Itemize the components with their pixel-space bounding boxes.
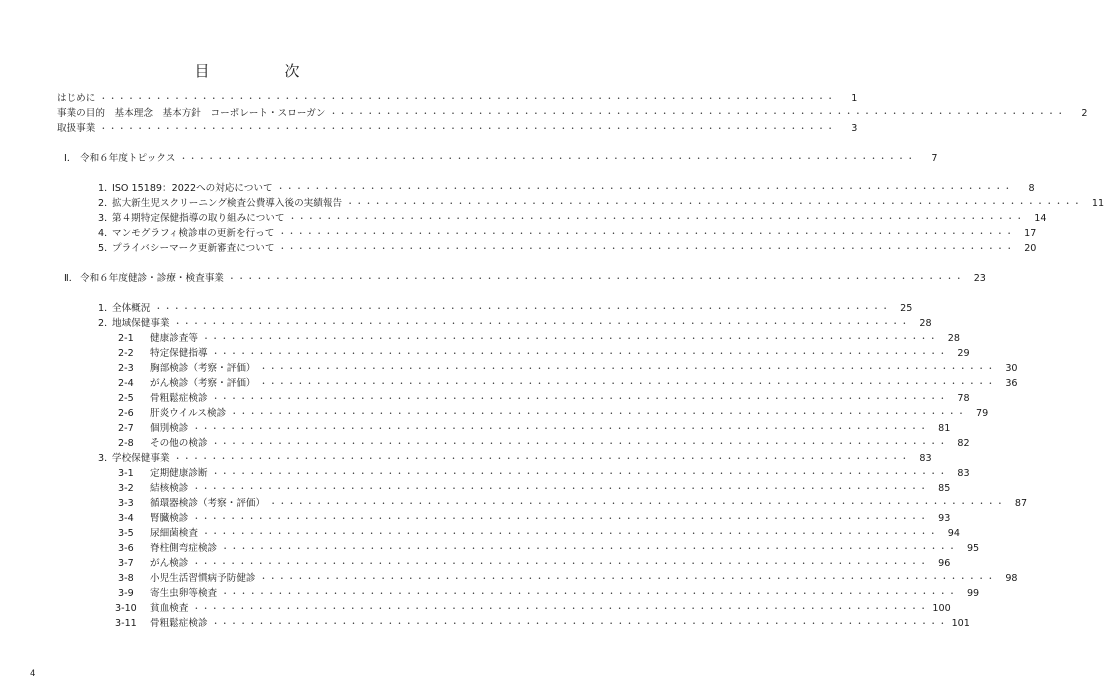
toc-entry-number: 1． [98,183,114,194]
toc-entry-number: 3-3 [118,498,134,509]
toc-entry-label: 寄生虫卵等検査 [150,588,218,599]
toc-entry-label: 骨粗鬆症検診 [150,618,208,629]
toc-entry-label: 令和６年度トピックス [80,153,176,164]
toc-entry-number: 2-5 [118,393,134,404]
toc-entry-page: 8 [1028,183,1035,194]
toc-entry-label: 貧血検査 [150,603,189,614]
toc-entry-number: 3-7 [118,558,134,569]
toc-entry-page: 95 [966,543,980,554]
toc-leader-dots: ・・・・・・・・・・・・・・・・・・・・・・・・・・・・・・・・・・・・・・・・・・・・・・・・・・・・・・・・・・・・・・・・・・・・・・・・・・・・・・・・ [278,229,1015,238]
toc-entry-page: 1 [851,93,858,104]
toc-entry-number: 2． [98,198,114,209]
toc-entry-number: 3-9 [118,588,134,599]
toc-leader-dots: ・・・・・・・・・・・・・・・・・・・・・・・・・・・・・・・・・・・・・・・・・・・・・・・・・・・・・・・・・・・・・・・・・・・・・・・・・・・・・・・・ [259,574,996,583]
toc-entry[interactable] [118,332,960,346]
toc-entry-page: 100 [932,603,951,614]
toc-leader-dots: ・・・・・・・・・・・・・・・・・・・・・・・・・・・・・・・・・・・・・・・・・・・・・・・・・・・・・・・・・・・・・・・・・・・・・・・・・・・・・・・・ [259,364,996,373]
toc-entry-number: 2． [98,318,114,329]
toc-entry-label: 腎臓検診 [150,513,189,524]
toc-entry[interactable] [118,422,951,436]
toc-leader-dots: ・・・・・・・・・・・・・・・・・・・・・・・・・・・・・・・・・・・・・・・・・・・・・・・・・・・・・・・・・・・・・・・・・・・・・・・・・・・・・・・・ [221,589,958,598]
toc-entry-label: 胸部検診（考察・評価） [150,363,256,374]
toc-entry-page: 98 [1005,573,1018,584]
toc-entry-label: プライバシーマーク更新審査について [112,243,275,254]
toc-entry-page: 81 [938,423,951,434]
toc-leader-dots: ・・・・・・・・・・・・・・・・・・・・・・・・・・・・・・・・・・・・・・・・・・・・・・・・・・・・・・・・・・・・・・・・・・・・・・・・・・・・・・・・ [211,394,948,403]
toc-entry[interactable] [98,212,1047,226]
toc-entry[interactable] [118,467,970,481]
toc-entry-label: ISO 15189：2022への対応について [112,183,273,194]
toc-entry[interactable] [118,542,980,556]
toc-entry-page: 11 [1091,198,1104,209]
toc-entry[interactable] [118,512,951,526]
toc-entry-number: 3-10 [115,603,137,614]
toc-leader-dots: ・・・・・・・・・・・・・・・・・・・・・・・・・・・・・・・・・・・・・・・・・・・・・・・・・・・・・・・・・・・・・・・・・・・・・・・・・・・・・・・・ [179,154,916,163]
toc-entry[interactable] [118,482,951,496]
toc-entry[interactable] [64,152,938,166]
toc-leader-dots: ・・・・・・・・・・・・・・・・・・・・・・・・・・・・・・・・・・・・・・・・・・・・・・・・・・・・・・・・・・・・・・・・・・・・・・・・・・・・・・・・ [211,439,948,448]
toc-entry-label: はじめに [57,93,96,104]
toc-entry[interactable] [64,272,986,286]
toc-entry[interactable] [57,92,858,106]
toc-entry-label: がん検診 [150,558,189,569]
toc-entry[interactable] [98,302,913,316]
toc-leader-dots: ・・・・・・・・・・・・・・・・・・・・・・・・・・・・・・・・・・・・・・・・・・・・・・・・・・・・・・・・・・・・・・・・・・・・・・・・・・・・・・・・ [211,619,948,628]
toc-entry-label: がん検診（考察・評価） [150,378,256,389]
toc-entry-number: 3-6 [118,543,134,554]
toc-entry-number: 2-3 [118,363,134,374]
toc-entry-number: 2-6 [118,408,134,419]
toc-entry-number: 3． [98,213,114,224]
toc-entry-page: 20 [1024,243,1037,254]
toc-entry-number: 3-1 [118,468,134,479]
toc-entry-page: 28 [919,318,932,329]
toc-entry[interactable] [98,317,932,331]
toc-leader-dots: ・・・・・・・・・・・・・・・・・・・・・・・・・・・・・・・・・・・・・・・・・・・・・・・・・・・・・・・・・・・・・・・・・・・・・・・・・・・・・・・・ [192,424,929,433]
toc-entry-label: 個別検診 [150,423,189,434]
toc-leader-dots: ・・・・・・・・・・・・・・・・・・・・・・・・・・・・・・・・・・・・・・・・・・・・・・・・・・・・・・・・・・・・・・・・・・・・・・・・・・・・・・・・ [192,484,929,493]
toc-entry[interactable] [115,617,970,631]
toc-entry[interactable] [118,347,970,361]
toc-entry-page: 25 [900,303,913,314]
toc-entry[interactable] [98,242,1037,256]
toc-entry-page: 30 [1005,363,1018,374]
toc-leader-dots: ・・・・・・・・・・・・・・・・・・・・・・・・・・・・・・・・・・・・・・・・・・・・・・・・・・・・・・・・・・・・・・・・・・・・・・・・・・・・・・・・ [259,379,996,388]
toc-entry-number: 3-8 [118,573,134,584]
toc-entry-number: 3-4 [118,513,134,524]
toc-leader-dots: ・・・・・・・・・・・・・・・・・・・・・・・・・・・・・・・・・・・・・・・・・・・・・・・・・・・・・・・・・・・・・・・・・・・・・・・・・・・・・・・・ [192,514,929,523]
toc-entry-page: 3 [851,123,858,134]
toc-entry-label: 拡大新生児スクリーニング検査公費導入後の実績報告 [112,198,343,209]
toc-entry[interactable] [118,377,1018,391]
toc-leader-dots: ・・・・・・・・・・・・・・・・・・・・・・・・・・・・・・・・・・・・・・・・・・・・・・・・・・・・・・・・・・・・・・・・・・・・・・・・・・・・・・・・ [346,199,1083,208]
toc-entry[interactable] [98,197,1104,211]
page-title: 目 次 [194,62,330,80]
toc-entry-label: マンモグラフィ検診車の更新を行って [112,228,275,239]
toc-entry-number: 3-5 [118,528,134,539]
toc-entry-page: 29 [957,348,970,359]
toc-entry-page: 85 [938,483,951,494]
toc-entry-label: 事業の目的 基本理念 基本方針 コーポレート・スローガン [57,108,326,119]
toc-entry[interactable] [118,407,989,421]
toc-entry-page: 2 [1081,108,1088,119]
toc-leader-dots: ・・・・・・・・・・・・・・・・・・・・・・・・・・・・・・・・・・・・・・・・・・・・・・・・・・・・・・・・・・・・・・・・・・・・・・・・・・・・・・・・ [201,334,938,343]
toc-entry-page: 96 [938,558,951,569]
toc-leader-dots: ・・・・・・・・・・・・・・・・・・・・・・・・・・・・・・・・・・・・・・・・・・・・・・・・・・・・・・・・・・・・・・・・・・・・・・・・・・・・・・・・ [173,319,910,328]
toc-entry[interactable] [118,392,970,406]
toc-entry-page: 93 [938,513,951,524]
toc-entry-label: 脊柱側弯症検診 [150,543,218,554]
toc-entry[interactable] [98,227,1037,241]
toc-entry-page: 99 [966,588,980,599]
toc-entry-number: 2-2 [118,348,134,359]
toc-entry[interactable] [57,107,1088,121]
toc-leader-dots: ・・・・・・・・・・・・・・・・・・・・・・・・・・・・・・・・・・・・・・・・・・・・・・・・・・・・・・・・・・・・・・・・・・・・・・・・・・・・・・・・ [269,499,1006,508]
toc-entry-page: 28 [947,333,960,344]
toc-entry-number: 2-1 [118,333,134,344]
toc-entry-label: 学校保健事業 [112,453,170,464]
toc-leader-dots: ・・・・・・・・・・・・・・・・・・・・・・・・・・・・・・・・・・・・・・・・・・・・・・・・・・・・・・・・・・・・・・・・・・・・・・・・・・・・・・・・ [227,274,964,283]
toc-entry-number: 5． [98,243,114,254]
toc-entry-label: 循環器検診（考察・評価） [150,498,266,509]
toc-entry-number: 3． [98,453,114,464]
toc-leader-dots: ・・・・・・・・・・・・・・・・・・・・・・・・・・・・・・・・・・・・・・・・・・・・・・・・・・・・・・・・・・・・・・・・・・・・・・・・・・・・・・・・ [173,454,910,463]
toc-leader-dots: ・・・・・・・・・・・・・・・・・・・・・・・・・・・・・・・・・・・・・・・・・・・・・・・・・・・・・・・・・・・・・・・・・・・・・・・・・・・・・・・・ [211,469,948,478]
toc-leader-dots: ・・・・・・・・・・・・・・・・・・・・・・・・・・・・・・・・・・・・・・・・・・・・・・・・・・・・・・・・・・・・・・・・・・・・・・・・・・・・・・・・ [211,349,948,358]
toc-entry-page: 82 [957,438,970,449]
toc-entry-page: 87 [1014,498,1028,509]
toc-entry-number: 2-8 [118,438,134,449]
toc-leader-dots: ・・・・・・・・・・・・・・・・・・・・・・・・・・・・・・・・・・・・・・・・・・・・・・・・・・・・・・・・・・・・・・・・・・・・・・・・・・・・・・・・ [99,124,836,133]
toc-entry-label: 全体概況 [112,303,151,314]
toc-entry-label: 小児生活習慣病予防健診 [150,573,256,584]
toc-entry[interactable] [118,362,1018,376]
toc-entry-label: 骨粗鬆症検診 [150,393,208,404]
toc-entry[interactable] [98,182,1035,196]
page-number: 4 [30,669,36,679]
toc-leader-dots: ・・・・・・・・・・・・・・・・・・・・・・・・・・・・・・・・・・・・・・・・・・・・・・・・・・・・・・・・・・・・・・・・・・・・・・・・・・・・・・・・ [288,214,1025,223]
toc-entry[interactable] [57,122,858,136]
toc-leader-dots: ・・・・・・・・・・・・・・・・・・・・・・・・・・・・・・・・・・・・・・・・・・・・・・・・・・・・・・・・・・・・・・・・・・・・・・・・・・・・・・・・ [192,604,929,613]
toc-entry[interactable] [118,527,960,541]
toc-entry-label: 尿細菌検査 [150,528,198,539]
toc-entry-number: 4． [98,228,114,239]
toc-leader-dots: ・・・・・・・・・・・・・・・・・・・・・・・・・・・・・・・・・・・・・・・・・・・・・・・・・・・・・・・・・・・・・・・・・・・・・・・・・・・・・・・・ [201,529,938,538]
toc-entry-number: Ⅱ． [64,273,79,284]
toc-leader-dots: ・・・・・・・・・・・・・・・・・・・・・・・・・・・・・・・・・・・・・・・・・・・・・・・・・・・・・・・・・・・・・・・・・・・・・・・・・・・・・・・・ [154,304,891,313]
toc-entry[interactable] [118,587,980,601]
toc-entry-page: 101 [951,618,970,629]
toc-entry-page: 7 [931,153,938,164]
toc-leader-dots: ・・・・・・・・・・・・・・・・・・・・・・・・・・・・・・・・・・・・・・・・・・・・・・・・・・・・・・・・・・・・・・・・・・・・・・・・・・・・・・・・ [192,559,929,568]
toc-leader-dots: ・・・・・・・・・・・・・・・・・・・・・・・・・・・・・・・・・・・・・・・・・・・・・・・・・・・・・・・・・・・・・・・・・・・・・・・・・・・・・・・・ [276,184,1013,193]
toc-entry-label: 定期健康診断 [150,468,208,479]
toc-entry-label: 健康診査等 [150,333,198,344]
toc-entry-page: 78 [957,393,970,404]
toc-entry-page: 17 [1024,228,1037,239]
toc-entry-label: 令和６年度健診・診療・検査事業 [80,273,224,284]
toc-entry-number: 3-2 [118,483,134,494]
toc-entry-label: 肝炎ウイルス検診 [150,408,227,419]
toc-leader-dots: ・・・・・・・・・・・・・・・・・・・・・・・・・・・・・・・・・・・・・・・・・・・・・・・・・・・・・・・・・・・・・・・・・・・・・・・・・・・・・・・・ [221,544,958,553]
toc-entry-number: Ⅰ． [64,153,77,164]
toc-entry-label: 第４期特定保健指導の取り組みについて [112,213,285,224]
toc-entry[interactable] [98,452,932,466]
toc-leader-dots: ・・・・・・・・・・・・・・・・・・・・・・・・・・・・・・・・・・・・・・・・・・・・・・・・・・・・・・・・・・・・・・・・・・・・・・・・・・・・・・・・ [329,109,1066,118]
toc-leader-dots: ・・・・・・・・・・・・・・・・・・・・・・・・・・・・・・・・・・・・・・・・・・・・・・・・・・・・・・・・・・・・・・・・・・・・・・・・・・・・・・・・ [278,244,1015,253]
toc-leader-dots: ・・・・・・・・・・・・・・・・・・・・・・・・・・・・・・・・・・・・・・・・・・・・・・・・・・・・・・・・・・・・・・・・・・・・・・・・・・・・・・・・ [99,94,836,103]
toc-entry-label: 結核検診 [150,483,189,494]
toc-entry-page: 83 [919,453,932,464]
toc-entry-number: 2-4 [118,378,134,389]
toc-entry[interactable] [118,572,1018,586]
toc-entry-number: 1． [98,303,114,314]
toc-entry[interactable] [118,437,970,451]
toc-entry-page: 83 [957,468,970,479]
toc-entry-page: 23 [973,273,986,284]
toc-entry-page: 36 [1005,378,1018,389]
toc-entry-label: 特定保健指導 [150,348,208,359]
toc-entry-number: 3-11 [115,618,137,629]
toc-entry-page: 79 [975,408,989,419]
toc-entry-page: 14 [1034,213,1047,224]
toc-entry-label: 地域保健事業 [112,318,170,329]
toc-entry-number: 2-7 [118,423,134,434]
toc-entry-label: その他の検診 [150,438,208,449]
toc-entry-page: 94 [947,528,960,539]
toc-entry-label: 取扱事業 [57,123,96,134]
toc-entry[interactable] [118,497,1028,511]
toc-entry[interactable] [115,602,951,616]
toc-entry[interactable] [118,557,951,571]
toc-leader-dots: ・・・・・・・・・・・・・・・・・・・・・・・・・・・・・・・・・・・・・・・・・・・・・・・・・・・・・・・・・・・・・・・・・・・・・・・・・・・・・・・・ [230,409,967,418]
